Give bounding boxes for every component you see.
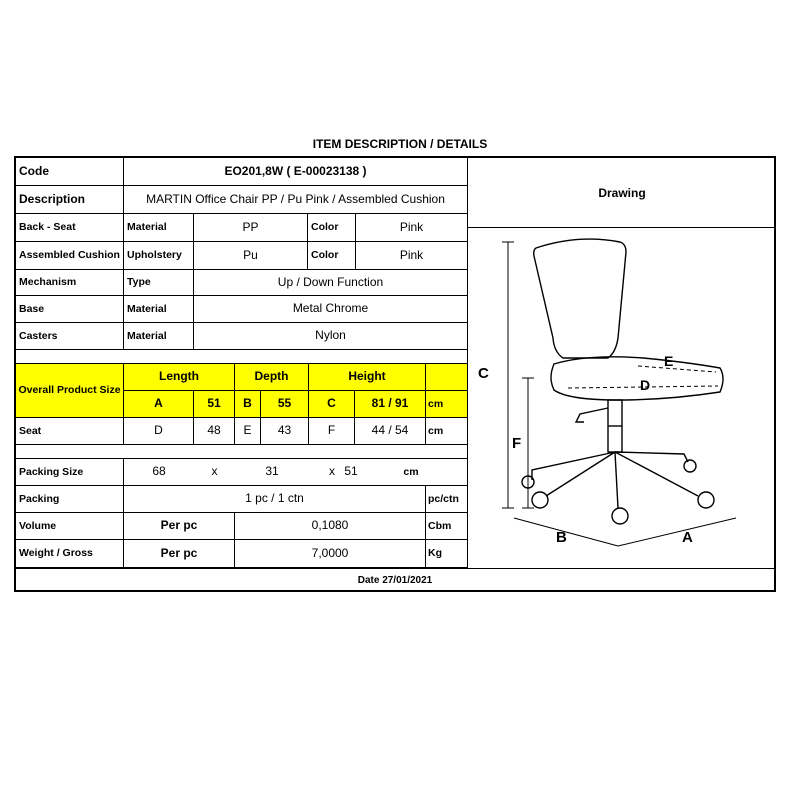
a-value: 51	[194, 391, 235, 418]
drawing-letter-a: A	[682, 529, 693, 546]
b-label: B	[235, 391, 261, 418]
e-label: E	[235, 418, 261, 445]
cushion-label: Assembled Cushion	[16, 242, 124, 270]
back-seat-color: Pink	[356, 214, 468, 242]
packing-width: 31	[235, 459, 309, 486]
mechanism-label: Mechanism	[16, 270, 124, 296]
weight-unit: Kg	[426, 540, 468, 568]
casters-material-label: Material	[124, 323, 194, 350]
back-seat-color-label: Color	[308, 214, 356, 242]
d-label: D	[124, 418, 194, 445]
mechanism-type: Up / Down Function	[194, 270, 468, 296]
base-material: Metal Chrome	[194, 296, 468, 323]
packing-size-label: Packing Size	[16, 459, 124, 486]
spacer	[16, 445, 468, 459]
weight-label: Weight / Gross	[16, 540, 124, 568]
volume-unit: Cbm	[426, 513, 468, 540]
c-value: 81 / 91	[355, 391, 426, 418]
drawing-letter-c: C	[478, 365, 489, 382]
weight-value: 7,0000	[235, 540, 426, 568]
code-label: Code	[16, 158, 124, 186]
packing-label: Packing	[16, 486, 124, 513]
overall-unit: cm	[426, 391, 468, 418]
back-seat-label: Back - Seat	[16, 214, 124, 242]
description-value: MARTIN Office Chair PP / Pu Pink / Assembled Cushion	[124, 186, 468, 214]
cushion-upholstery-label: Upholstery	[124, 242, 194, 270]
cushion-upholstery: Pu	[194, 242, 308, 270]
packing-x2: x	[309, 459, 355, 486]
description-label: Description	[16, 186, 124, 214]
c-label: C	[309, 391, 355, 418]
drawing-letter-f: F	[512, 435, 522, 452]
casters-label: Casters	[16, 323, 124, 350]
packing-unit: pc/ctn	[426, 486, 468, 513]
document-title: ITEM DESCRIPTION / DETAILS	[312, 137, 488, 151]
packing-height: 51	[316, 459, 386, 486]
packing-value: 1 pc / 1 ctn	[124, 486, 426, 513]
overall-size-label: Overall Product Size	[16, 364, 124, 418]
base-label: Base	[16, 296, 124, 323]
height-label: Height	[309, 364, 426, 391]
volume-per: Per pc	[124, 513, 235, 540]
chair-illustration	[468, 228, 776, 568]
f-label: F	[309, 418, 355, 445]
base-material-label: Material	[124, 296, 194, 323]
spacer	[16, 350, 468, 364]
seat-label: Seat	[16, 418, 124, 445]
drawing-label: Drawing	[468, 158, 776, 228]
b-value: 55	[261, 391, 309, 418]
cushion-color-label: Color	[308, 242, 356, 270]
e-value: 43	[261, 418, 309, 445]
a-label: A	[124, 391, 194, 418]
packing-x1: x	[194, 459, 235, 486]
d-value: 48	[194, 418, 235, 445]
volume-label: Volume	[16, 513, 124, 540]
back-seat-material-label: Material	[124, 214, 194, 242]
code-value: EO201,8W ( E-00023138 )	[124, 158, 468, 186]
f-value: 44 / 54	[355, 418, 426, 445]
unit-header-blank	[426, 364, 468, 391]
weight-per: Per pc	[124, 540, 235, 568]
packing-length: 68	[124, 459, 194, 486]
packing-size-unit: cm	[355, 459, 468, 486]
casters-material: Nylon	[194, 323, 468, 350]
spec-sheet	[14, 156, 776, 592]
length-label: Length	[124, 364, 235, 391]
seat-unit: cm	[426, 418, 468, 445]
drawing-letter-b: B	[556, 529, 567, 546]
back-seat-material: PP	[194, 214, 308, 242]
document-date: Date 27/01/2021	[16, 568, 774, 592]
drawing-letter-d: D	[640, 377, 651, 393]
mechanism-type-label: Type	[124, 270, 194, 296]
drawing-letter-e: E	[664, 353, 674, 369]
depth-label: Depth	[235, 364, 309, 391]
cushion-color: Pink	[356, 242, 468, 270]
chair-drawing	[468, 228, 776, 568]
volume-value: 0,1080	[235, 513, 426, 540]
